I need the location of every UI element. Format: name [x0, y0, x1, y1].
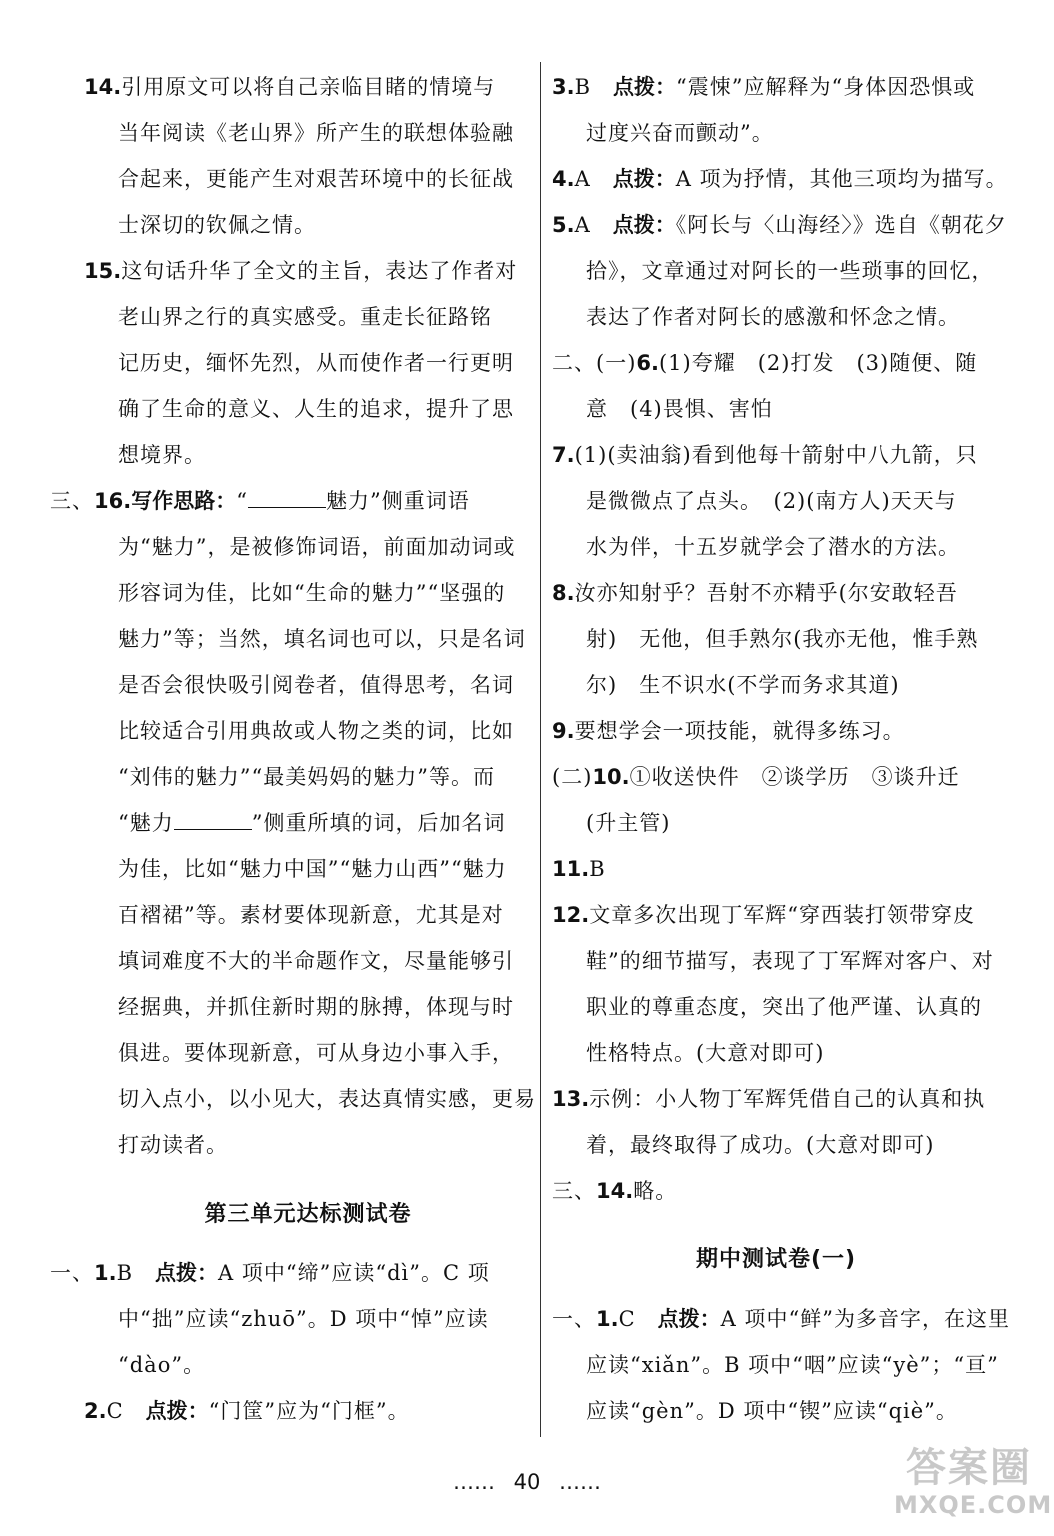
section-prefix: 一、 [552, 1307, 596, 1331]
question-number: 5. [552, 213, 575, 237]
hint-label: 点拨： [612, 213, 676, 237]
quote-mark: “ [236, 489, 248, 513]
answer-text: 切入点小，以小见大，表达真情实感，更易 [118, 1087, 536, 1111]
left-column [50, 64, 536, 1434]
answer-16 [50, 478, 536, 1168]
answer-7 [552, 432, 1000, 570]
answer-text: 是微微点了点头。 (2)(南方人)天天与 [586, 489, 957, 513]
answer-text: “震悚”应解释为“身体因恐惧或 [676, 75, 976, 99]
question-number: 10. [592, 765, 630, 789]
right-column [552, 64, 1010, 1434]
question-number: 14. [84, 75, 122, 99]
answer-text: 应读“xiǎn”。B 项中“咽”应读“yè”；“亘” [586, 1353, 999, 1377]
answer-4 [552, 156, 1008, 202]
answer-r14 [552, 1168, 1000, 1214]
answer-3 [552, 64, 1000, 156]
answer-text: 形容词为佳，比如“生命的魅力”“坚强的 [118, 581, 506, 605]
fill-blank [174, 809, 252, 830]
question-number: 11. [552, 857, 590, 881]
answer-choice: B [574, 75, 592, 99]
answer-text: 《阿长与〈山海经〉》选自《朝花夕 [675, 213, 1007, 237]
answer-text: (1)(卖油翁)看到他每十箭射中八九箭，只 [574, 443, 978, 467]
answer-text: 水为伴，十五岁就学会了潜水的方法。 [586, 535, 960, 559]
answer-text: ”侧重所填的词，后加名词 [251, 811, 506, 835]
column-divider [540, 62, 541, 1437]
answer-text: 应读“gèn”。D 项中“锲”应读“qiè”。 [586, 1399, 958, 1423]
watermark-logo [894, 1444, 1053, 1522]
answer-text: 俱进。要体现新意，可从身边小事入手， [118, 1041, 514, 1065]
section-prefix: 一、 [50, 1261, 94, 1285]
answer-choice: C [618, 1307, 636, 1331]
answer-text: 示例：小人物丁军辉凭借自己的认真和执 [589, 1087, 986, 1111]
page-number: 40 [513, 1470, 541, 1494]
hint-label: 写作思路： [131, 489, 237, 513]
section-title: 第三单元达标测试卷 [204, 1202, 412, 1227]
answer-m1 [552, 1296, 1010, 1434]
watermark-text: 答案圈 [906, 1445, 1032, 1491]
answer-text: 射) 无他，但手熟尔(我亦无他，惟手熟 [586, 627, 979, 651]
answer-text: 略。 [633, 1179, 678, 1203]
answer-text: 为佳，比如“魅力中国”“魅力山西”“魅力 [118, 857, 507, 881]
answer-text: “刘伟的魅力”“最美妈妈的魅力”等。而 [118, 765, 495, 789]
watermark-domain: MXQE.COM [894, 1491, 1053, 1519]
fill-blank [248, 487, 326, 508]
question-number: 1. [596, 1307, 619, 1331]
answer-text: 职业的尊重态度，突出了他严谨、认真的 [586, 995, 982, 1019]
answer-text: 这句话升华了全文的主旨，表达了作者对 [121, 259, 518, 283]
answer-choice: B [116, 1261, 134, 1285]
answer-text: A 项中“鲜”为多音字，在这里 [720, 1307, 1010, 1331]
answer-text: 性格特点。(大意对即可) [586, 1041, 825, 1065]
answer-text: 鞋”的细节描写，表现了丁军辉对客户、对 [586, 949, 994, 973]
answer-11 [552, 846, 1000, 892]
answer-text: 百褶裙”等。素材要体现新意，尤其是对 [118, 903, 504, 927]
footer-dots: …… [559, 1470, 602, 1494]
section-prefix: 三、 [50, 489, 94, 513]
answer-text: 汝亦知射乎？吾射不亦精乎(尔安敢轻吾 [574, 581, 958, 605]
answer-12 [552, 892, 1000, 1076]
answer-text: 比较适合引用典故或人物之类的词，比如 [118, 719, 514, 743]
answer-text: 当年阅读《老山界》所产生的联想体验融 [118, 121, 514, 145]
answer-text: 老山界之行的真实感受。重走长征路铭 [118, 305, 492, 329]
footer-dots: …… [452, 1470, 495, 1494]
question-number: 15. [84, 259, 122, 283]
answer-text: 魅力”侧重词语 [325, 489, 470, 513]
section-title: 期中测试卷(一) [695, 1247, 857, 1272]
answer-14 [84, 64, 532, 248]
section-prefix: 三、 [552, 1179, 596, 1203]
answer-s3-1 [50, 1250, 532, 1388]
question-number: 1. [94, 1261, 117, 1285]
answer-8 [552, 570, 1000, 708]
answer-text: “门筐”应为“门框”。 [208, 1399, 410, 1423]
answer-10 [552, 754, 1000, 846]
answer-text: 想境界。 [118, 443, 206, 467]
answer-text: 过度兴奋而颤动”。 [586, 121, 774, 145]
answer-s3-2 [84, 1388, 532, 1434]
answer-choice: C [106, 1399, 124, 1423]
answer-text: 拾》，文章通过对阿长的一些琐事的回忆， [586, 259, 994, 283]
hint-label: 点拨： [613, 75, 677, 99]
question-number: 12. [552, 903, 590, 927]
answer-text: (1)夸耀 (2)打发 (3)随便、随 [658, 351, 978, 375]
answer-15 [84, 248, 532, 478]
answer-text: ①收送快件 ②谈学历 ③谈升迁 [629, 765, 960, 789]
answer-text: A 项中“缔”应读“dì”。C 项 [218, 1261, 490, 1285]
question-number: 4. [552, 167, 575, 191]
answer-choice: A [574, 213, 591, 237]
answer-text: 着，最终取得了成功。(大意对即可) [586, 1133, 935, 1157]
question-number: 7. [552, 443, 575, 467]
answer-text: 魅力”等；当然，填名词也可以，只是名词 [118, 627, 526, 651]
answer-9 [552, 708, 1000, 754]
answer-text: 意 (4)畏惧、害怕 [586, 397, 773, 421]
question-number: 6. [636, 351, 659, 375]
hint-label: 点拨： [145, 1399, 209, 1423]
answer-text: A 项为抒情，其他三项均为描写。 [675, 167, 1008, 191]
answer-13 [552, 1076, 1000, 1168]
answer-text: 经据典，并抓住新时期的脉搏，体现与时 [118, 995, 514, 1019]
question-number: 3. [552, 75, 575, 99]
question-number: 8. [552, 581, 575, 605]
question-number: 13. [552, 1087, 590, 1111]
question-number: 2. [84, 1399, 107, 1423]
answer-text: 表达了作者对阿长的感激和怀念之情。 [586, 305, 960, 329]
hint-label: 点拨： [155, 1261, 219, 1285]
answer-6 [552, 340, 1000, 432]
answer-text: 打动读者。 [118, 1133, 228, 1157]
answer-text: “dào”。 [118, 1353, 206, 1377]
hint-label: 点拨： [612, 167, 676, 191]
answer-text: “魅力 [118, 811, 174, 835]
question-number: 16. [94, 489, 132, 513]
section-prefix: (二) [552, 765, 593, 789]
answer-text: B [589, 857, 606, 881]
question-number: 14. [596, 1179, 634, 1203]
answer-text: 记历史，缅怀先烈，从而使作者一行更明 [118, 351, 514, 375]
answer-text: 要想学会一项技能，就得多练习。 [574, 719, 905, 743]
answer-text: 填词难度不大的半命题作文，尽量能够引 [118, 949, 514, 973]
answer-text: 尔) 生不识水(不学而务求其道) [586, 673, 900, 697]
hint-label: 点拨： [657, 1307, 721, 1331]
section-prefix: 二、(一) [552, 351, 637, 375]
answer-text: 中“拙”应读“zhuō”。D 项中“悼”应读 [118, 1307, 489, 1331]
answer-text: 文章多次出现丁军辉“穿西装打领带穿皮 [589, 903, 975, 927]
answer-choice: A [574, 167, 591, 191]
answer-text: 是否会很快吸引阅卷者，值得思考，名词 [118, 673, 514, 697]
answer-text: 确了生命的意义、人生的追求，提升了思 [118, 397, 514, 421]
answer-text: (升主管) [586, 811, 671, 835]
answer-text: 引用原文可以将自己亲临目睹的情境与 [121, 75, 496, 99]
answer-text: 合起来，更能产生对艰苦环境中的长征战 [118, 167, 514, 191]
answer-5 [552, 202, 1007, 340]
answer-text: 为“魅力”，是被修饰词语，前面加动词或 [118, 535, 516, 559]
answer-text: 士深切的钦佩之情。 [118, 213, 316, 237]
question-number: 9. [552, 719, 575, 743]
